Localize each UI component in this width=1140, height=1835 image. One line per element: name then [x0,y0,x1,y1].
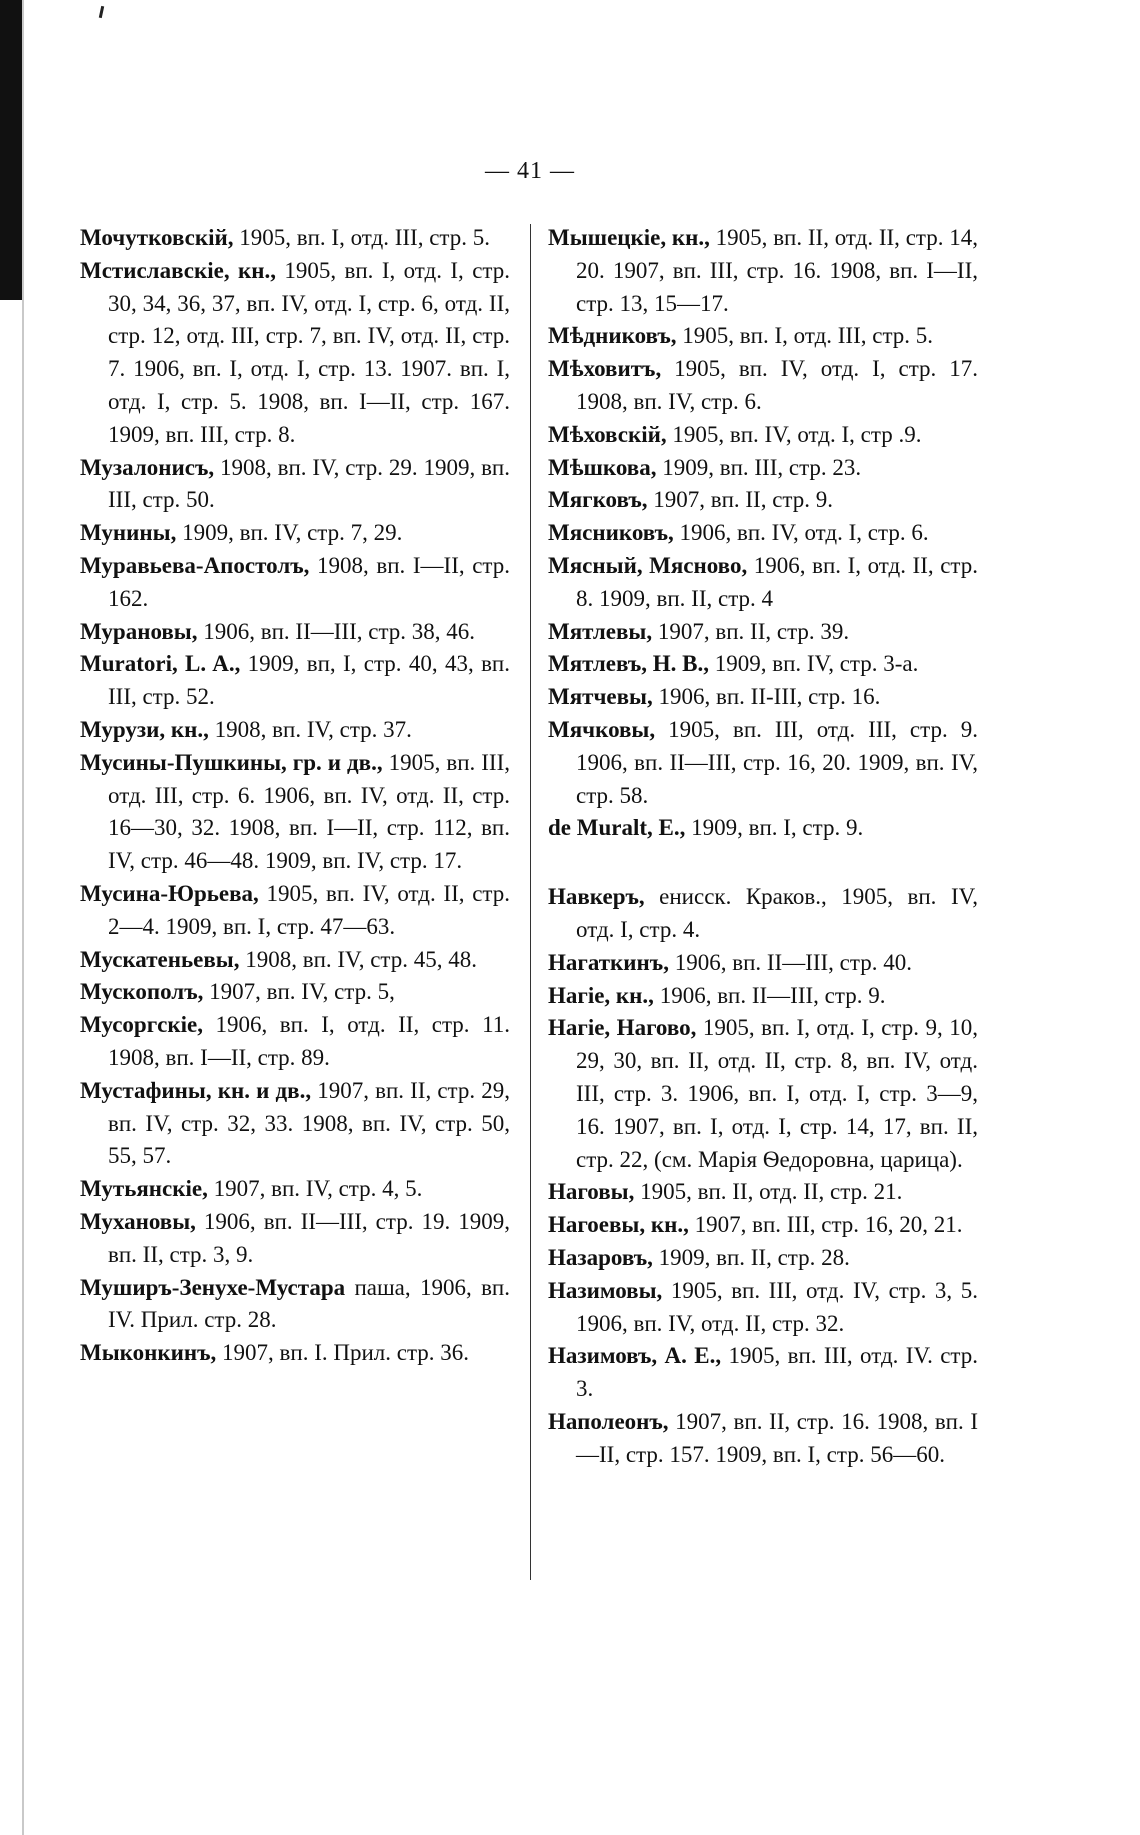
entry-heading: Мѣховскій, [548,421,667,447]
entry-heading: Мѣшкова, [548,454,657,480]
index-entry [80,616,510,649]
index-entry [548,517,978,550]
index-entry [80,1206,510,1272]
entry-references: 1908, вп. IV, стр. 29. 1909, вп. III, стр. 50. [108,454,510,513]
entry-heading: Мягковъ, [548,487,648,513]
entry-heading: Нагіе, кн., [548,982,654,1008]
entry-references: 1907, вп. I. Прил. стр. 36. [216,1340,470,1366]
entry-heading: Нагіе, Нагово, [548,1015,697,1041]
entry-references: 1905, вп. III, отд. IV, стр. 3, 5. 1906, вп. IV, отд. II, стр. 32. [576,1277,978,1336]
page-number: — 41 — [485,158,575,184]
entry-heading: Нагаткинъ, [548,949,669,975]
entry-references: 1905, вп. IV, отд. I, стр .9. [666,421,922,447]
entry-references: паша, 1906, вп. IV. Прил. стр. 28. [108,1274,510,1333]
entry-heading: Мясный, Мясново, [548,552,748,578]
entry-heading: Мятлевы, [548,618,653,644]
right-column [548,222,978,1471]
index-entry [80,944,510,977]
index-entry [80,976,510,1009]
entry-references: 1905, вп. I, отд. I, стр. 30, 34, 36, 37, вп. IV, отд. I, стр. 6, отд. II, стр. 12, отд. III, стр. 7, вп. IV, отд. II, стр. 7. 1906, вп. I, отд. I, стр. 13. 1907. вп. I, отд. I, стр. 5. 1908, вп. I—II, стр. 167. 1909, вп. III, стр. 8. [108,257,510,447]
entry-references: 1907, вп. IV, стр. 4, 5. [207,1176,423,1202]
index-entry [80,1075,510,1173]
index-entry [80,648,510,714]
entry-references: 1906, вп. I, отд. II, стр. 11. 1908, вп. I—II, стр. 89. [108,1012,510,1070]
entry-heading: Мунины, [80,520,177,546]
entry-references: 1905, вп. III, отд. IV. стр. 3. [576,1343,979,1402]
index-entry [548,419,978,452]
entry-references: 1907, вп. II, стр. 29, вп. IV, стр. 32, 33. 1908, вп. IV, стр. 50, 55, 57. [108,1077,511,1169]
entry-heading: Мустафины, кн. и дв., [80,1077,312,1103]
index-entry [548,1209,978,1242]
entry-references: 1905, вп. II, отд. II, стр. 21. [634,1179,903,1205]
index-entry [548,980,978,1013]
entry-references: 1905, вп. IV, отд. II, стр. 2—4. 1909, вп. I, стр. 47—63. [108,880,510,939]
entry-references: 1906, вп. II-III, стр. 16. [652,684,881,710]
entry-heading: Музалонисъ, [80,454,215,480]
index-entry [80,1272,510,1338]
index-entry [548,681,978,714]
entry-heading: Мурузи, кн., [80,716,209,742]
index-entry [548,714,978,812]
index-entry [80,1009,510,1075]
entry-heading: Мускополъ, [80,979,204,1005]
entry-references: 1909, вп. IV, стр. 7, 29. [176,520,403,546]
entry-heading: Наговы, [548,1179,635,1205]
index-entry [80,550,510,616]
entry-references: 1906, вп. II—III, стр. 40. [668,949,912,975]
entry-references: 1908, вп. IV, стр. 45, 48. [239,946,477,972]
index-entry [548,550,978,616]
entry-references: 1906, вп. II—III, стр. 38, 46. [197,618,476,644]
index-entry [80,222,510,255]
entry-heading: Муширъ-Зенухе-Мустара [80,1274,346,1300]
entry-references: 1905, вп. III, отд. III, стр. 6. 1906, вп. IV, отд. II, стр. 16—30, 32. 1908, вп. I—II, стр. 112, вп. IV, стр. 46—48. 1909, вп. IV, стр. 17. [108,749,510,874]
entry-heading: Наполеонъ, [548,1408,669,1434]
right-column-section-m [548,222,978,845]
entry-references: 1905, вп. III, отд. III, стр. 9. 1906, вп. II—III, стр. 16, 20. 1909, вп. IV, стр. 58. [576,716,978,808]
index-entry [80,1173,510,1206]
entry-heading: Мстиславскіе, кн., [80,257,276,283]
scan-edge-line [22,0,24,1835]
index-entry [548,616,978,649]
index-entry [80,517,510,550]
entry-references: 1909, вп. IV, стр. 3-а. [708,651,919,677]
right-column-section-n [548,881,978,1471]
entry-heading: Мусина-Юрьева, [80,880,259,906]
entry-heading: Мутьянскіе, [80,1176,208,1202]
entry-references: 1906, вп. I, отд. II, стр. 8. 1909, вп. II, стр. 4 [576,552,978,611]
index-entry [80,255,510,452]
entry-references: 1908, вп. IV, стр. 37. [208,716,412,742]
entry-heading: Назимовъ, А. Е., [548,1343,722,1369]
entry-heading: Мурановы, [80,618,198,644]
entry-heading: Мясниковъ, [548,520,674,546]
index-entry [548,353,978,419]
entry-heading: Навкеръ, [548,884,645,910]
entry-heading: Нагоевы, кн., [548,1212,689,1238]
entry-heading: Мышецкіе, кн., [548,225,710,250]
scan-speck [99,6,104,18]
index-entry [80,1337,510,1370]
index-entry [548,1242,978,1275]
entry-references: 1905, вп. IV, отд. I, стр. 17. 1908, вп. IV, стр. 6. [576,356,978,414]
entry-references: 1907, вп. II, стр. 9. [647,487,834,513]
index-entry [548,881,978,947]
index-entry [548,484,978,517]
entry-heading: Муравьева-Апостолъ, [80,552,310,578]
scan-edge-shadow [0,0,22,300]
index-entry [548,1012,978,1176]
index-entry [80,878,510,944]
entry-heading: Мыконкинъ, [80,1340,217,1366]
entry-references: 1907, вп. IV, стр. 5, [203,979,395,1005]
index-entry [548,1406,978,1472]
index-entry [80,452,510,518]
entry-references: 1907, вп. II, стр. 16. 1908, вп. I—II, стр. 157. 1909, вп. I, стр. 56—60. [576,1408,978,1467]
index-entry [548,648,978,681]
index-entry [548,320,978,353]
entry-heading: Мусины-Пушкины, гр. и дв., [80,749,383,775]
entry-heading: Мятчевы, [548,684,653,710]
index-entry [548,812,978,845]
entry-references: 1909, вп. II, стр. 28. [652,1244,850,1270]
entry-heading: Мячковы, [548,716,656,742]
entry-references: 1905, вп. I, отд. III, стр. 5. [676,323,934,349]
entry-heading: de Muralt, E., [548,815,686,841]
entry-references: 1909, вп. I, стр. 9. [685,815,864,841]
entry-heading: Мускатеньевы, [80,946,240,972]
entry-references: 1906, вп. II—III, стр. 9. [653,982,886,1008]
entry-references: 1909, вп, I, стр. 40, 43, вп. III, стр. 52. [108,651,510,710]
entry-heading: Назаровъ, [548,1244,653,1270]
index-entry [80,747,510,878]
entry-references: 1905, вп. I, отд. III, стр. 5. [233,225,491,250]
entry-references: 1906, вп. IV, отд. I, стр. 6. [673,520,929,546]
entry-heading: Мочутковскій, [80,225,234,250]
index-entry [548,1340,978,1406]
entry-heading: Мухановы, [80,1208,196,1234]
entry-references: 1905, вп. I, отд. I, стр. 9, 10, 29, 30, вп. II, отд. II, стр. 8, вп. IV, отд. III, стр. 3. 1906, вп. I, отд. I, стр. 3—9, 16. 1907, вп. I, отд. I, стр. 14, 17, вп. II, стр. 22, (см. Марія Ѳедоровна, царица). [576,1015,978,1172]
entry-references: 1908, вп. I—II, стр. 162. [108,552,510,611]
entry-heading: Muratori, L. A., [80,651,241,677]
entry-references: 1905, вп. II, отд. II, стр. 14, 20. 1907, вп. III, стр. 16. 1908, вп. I—II, стр. 13, 15—17. [576,225,978,316]
entry-references: 1909, вп. III, стр. 23. [656,454,862,480]
index-entry [548,222,978,320]
entry-references: 1907, вп. II, стр. 39. [652,618,850,644]
entry-heading: Назимовы, [548,1277,663,1303]
column-divider [530,224,531,1580]
index-entry [548,452,978,485]
section-gap [548,845,978,881]
entry-references: 1907, вп. III, стр. 16, 20, 21. [688,1212,963,1238]
entry-heading: Мѣховитъ, [548,356,662,382]
index-entry [548,947,978,980]
entry-heading: Мѣдниковъ, [548,323,677,349]
left-column [80,222,510,1370]
entry-references: енисск. Краков., 1905, вп. IV, отд. I, стр. 4. [576,884,978,942]
index-entry [80,714,510,747]
entry-heading: Мятлевъ, Н. В., [548,651,709,677]
entry-references: 1906, вп. II—III, стр. 19. 1909, вп. II, стр. 3, 9. [108,1208,510,1267]
index-entry [548,1275,978,1341]
entry-heading: Мусоргскіе, [80,1012,203,1038]
index-entry [548,1176,978,1209]
